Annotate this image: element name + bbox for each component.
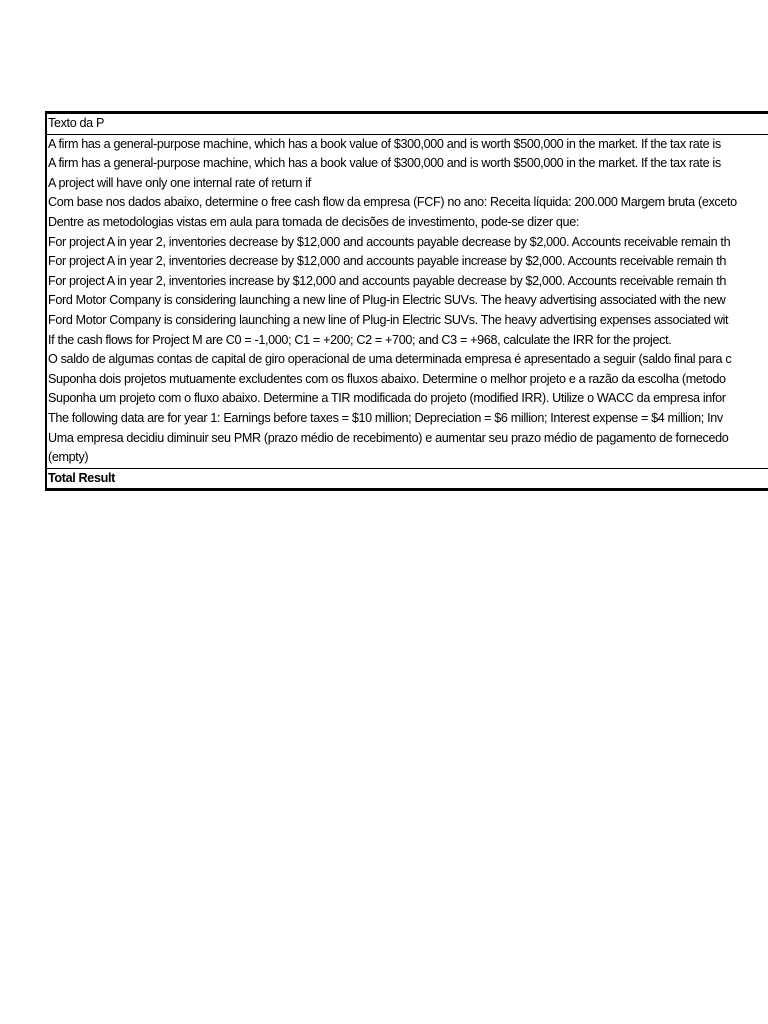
table-row[interactable]: For project A in year 2, inventories decrease by $12,000 and accounts payable increase by $2,000. Accounts receivable remain th <box>48 254 727 269</box>
table-row[interactable]: O saldo de algumas contas de capital de giro operacional de uma determinada empresa é apresentado a seguir (saldo final para c <box>48 352 732 367</box>
table-row[interactable]: A project will have only one internal rate of return if <box>48 175 311 190</box>
table-row[interactable]: For project A in year 2, inventories increase by $12,000 and accounts payable decrease by $2,000. Accounts receivable remain th <box>48 273 727 288</box>
table-row[interactable]: A firm has a general-purpose machine, which has a book value of $300,000 and is worth $500,000 in the market. If the tax rate is <box>48 136 721 151</box>
table-row[interactable]: Suponha dois projetos mutuamente excludentes com os fluxos abaixo. Determine o melhor projeto e a razão da escolha (metodo <box>48 371 726 386</box>
table-row[interactable]: The following data are for year 1: Earnings before taxes = $10 million; Depreciation = $6 million; Interest expense = $4 million; Inv <box>48 410 723 425</box>
table-row-empty[interactable]: (empty) <box>48 450 89 465</box>
column-header[interactable]: Texto da P <box>47 114 768 135</box>
table-row[interactable]: Uma empresa decidiu diminuir seu PMR (prazo médio de recebimento) e aumentar seu prazo médio de pagamento de fornecedo <box>48 430 729 445</box>
table-row[interactable]: Ford Motor Company is considering launching a new line of Plug-in Electric SUVs. The heavy advertising expenses associated wit <box>48 312 729 327</box>
table-row[interactable]: Com base nos dados abaixo, determine o free cash flow da empresa (FCF) no ano: Receita líquida: 200.000 Margem bruta (exceto <box>48 195 737 210</box>
table-row[interactable]: For project A in year 2, inventories decrease by $12,000 and accounts payable decrease by $2,000. Accounts receivable remain th <box>48 234 731 249</box>
total-row[interactable]: Total Result <box>47 468 768 489</box>
pivot-table <box>45 111 768 491</box>
table-row[interactable]: Dentre as metodologias vistas em aula para tomada de decisões de investimento, pode-se dizer que: <box>48 214 579 229</box>
table-row[interactable]: Ford Motor Company is considering launching a new line of Plug-in Electric SUVs. The heavy advertising associated with the new <box>48 293 726 308</box>
table-row[interactable]: Suponha um projeto com o fluxo abaixo. Determine a TIR modificada do projeto (modified IRR). Utilize o WACC da empresa infor <box>48 391 726 406</box>
table-row[interactable]: A firm has a general-purpose machine, which has a book value of $300,000 and is worth $500,000 in the market. If the tax rate is <box>48 156 721 171</box>
table-row[interactable]: If the cash flows for Project M are C0 = -1,000; C1 = +200; C2 = +700; and C3 = +968, calculate the IRR for the project. <box>48 332 672 347</box>
